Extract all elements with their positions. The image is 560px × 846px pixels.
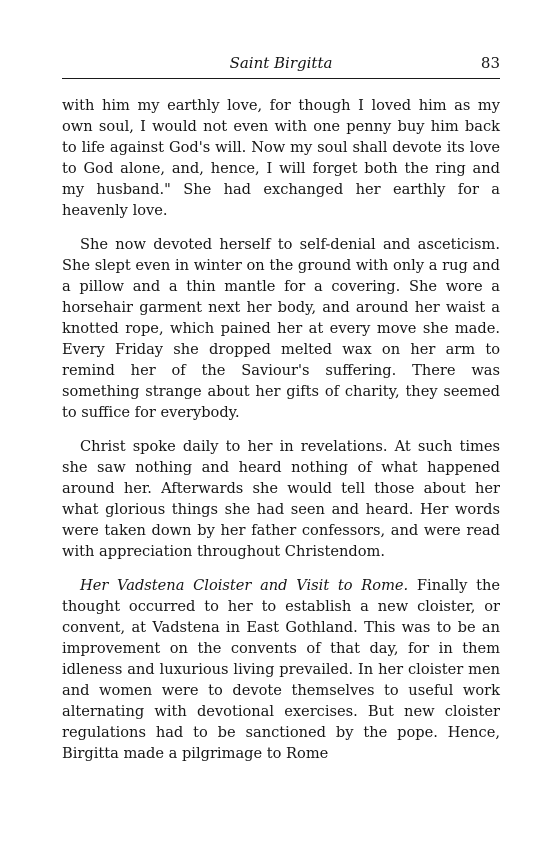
running-header: [62, 52, 500, 79]
paragraph-vadstena: [62, 575, 500, 764]
running-title: Saint Birgitta: [229, 54, 333, 72]
paragraph-continuation: [62, 95, 500, 221]
book-page: [62, 52, 500, 764]
section-subheading: Her Vadstena Cloister and Visit to Rome.: [80, 577, 409, 594]
paragraph-text: She now devoted herself to self-denial and asceticism. She slept even in winter on the ground with only a rug and a pillow and a thin mantle for a covering. She wore a horsehair garment next her body, and around her waist a knotted rope, which pained her at every move she made. Every Friday she dropped melted wax on her arm to remind her of the Saviour's suffering. There was something strange about her gifts of charity, they seemed to suffice for everybody.: [62, 236, 500, 421]
paragraph-revelations: [62, 436, 500, 562]
paragraph-text: Finally the thought occurred to her to establish a new cloister, or convent, at Vadstena in East Gothland. This was to be an improvement on the convents of that day, for in them idleness and luxurious living prevailed. In her cloister men and women were to devote themselves to useful work alternating with devotional exercises. But new cloister regulations had to be sanctioned by the pope. Hence, Birgitta made a pilgrimage to Rome: [62, 577, 500, 762]
paragraph-asceticism: [62, 234, 500, 423]
page-number: 83: [480, 54, 500, 72]
body-text: [62, 95, 500, 764]
paragraph-text: Christ spoke daily to her in revelations. At such times she saw nothing and heard nothing of what happened around her. Afterwards she would tell those about her what glorious things she had seen and heard. Her words were taken down by her father confessors, and were read with appreciation throughout Christendom.: [62, 438, 500, 560]
paragraph-text: with him my earthly love, for though I loved him as my own soul, I would not even with one penny buy him back to life against God's will. Now my soul shall devote its love to God alone, and, hence, I will forget both the ring and my husband." She had exchanged her earthly for a heavenly love.: [62, 97, 500, 219]
